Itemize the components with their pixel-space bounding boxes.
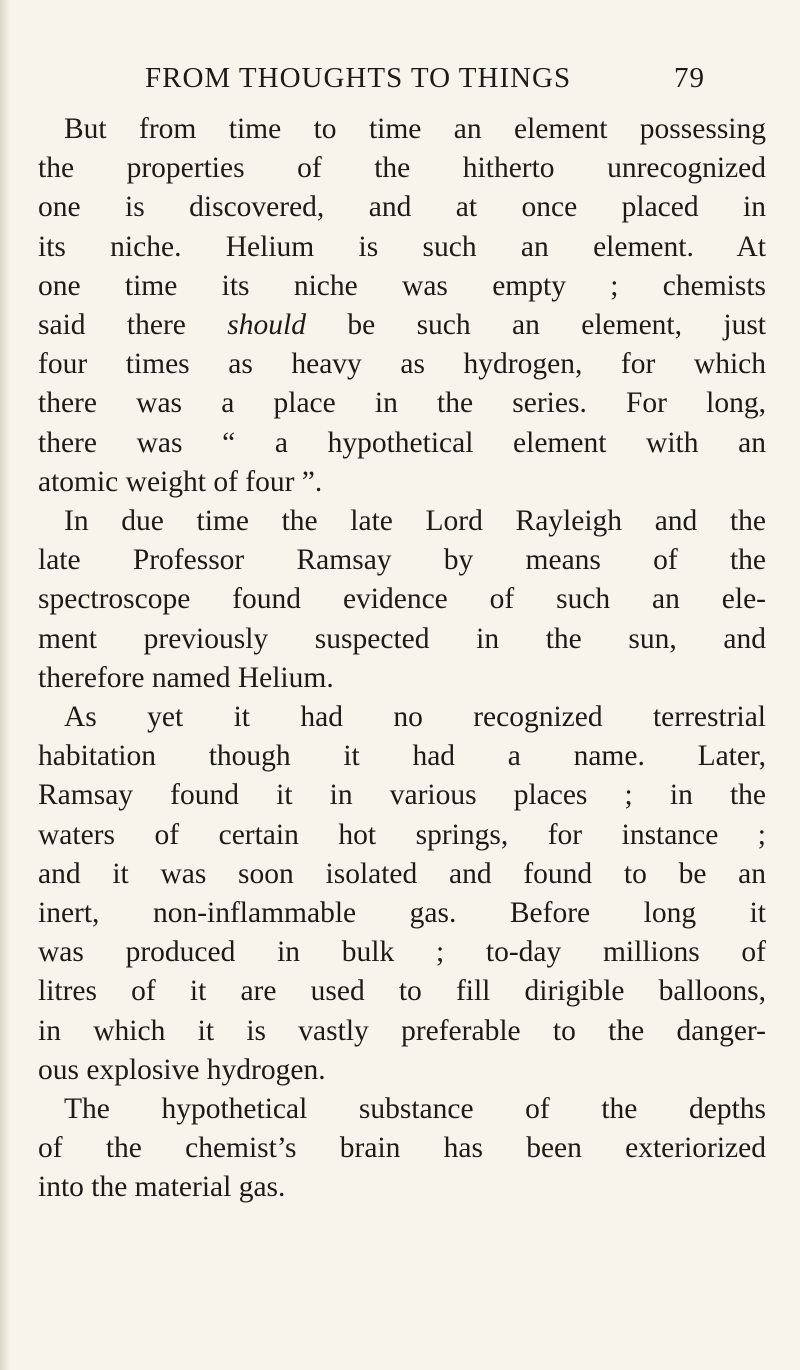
paragraph-3: [38, 698, 766, 1090]
text-line: in which it is vastly preferable to the danger-: [38, 1014, 766, 1047]
paragraph-2: [38, 502, 766, 698]
text-line: one is discovered, and at once placed in: [38, 191, 766, 224]
gutter-shadow: [0, 0, 10, 1370]
text-line: of the chemist’s brain has been exteriorized: [38, 1132, 766, 1165]
paragraph-1: [38, 110, 766, 502]
text-line: spectroscope found evidence of such an ele-: [38, 583, 766, 616]
text-line: inert, non-inflammable gas. Before long it: [38, 897, 766, 930]
running-title: FROM THOUGHTS TO THINGS: [145, 62, 572, 94]
text-line: was produced in bulk ; to-day millions of: [38, 936, 766, 969]
page-number: 79: [674, 62, 705, 94]
text-line: said there should be such an element, just: [38, 309, 767, 342]
text-line: habitation though it had a name. Later,: [38, 740, 766, 773]
text-line: litres of it are used to fill dirigible balloons,: [38, 975, 766, 1008]
text-line: waters of certain hot springs, for instance ;: [38, 818, 766, 851]
text-line: atomic weight of four ”.: [38, 465, 323, 498]
text-line: In due time the late Lord Rayleigh and the: [64, 505, 766, 538]
text-line: But from time to time an element possessing: [64, 113, 766, 145]
paragraph-4: [38, 1090, 766, 1208]
text-line: the properties of the hitherto unrecognized: [38, 152, 766, 185]
running-head: [145, 58, 705, 98]
text-line: As yet it had no recognized terrestrial: [64, 701, 766, 734]
body-text: [38, 110, 766, 1208]
text-line: ment previously suspected in the sun, and: [38, 622, 766, 655]
text-line: four times as heavy as hydrogen, for which: [38, 348, 766, 381]
text-line: ous explosive hydrogen.: [38, 1053, 326, 1086]
text-line: Ramsay found it in various places ; in the: [38, 779, 766, 812]
text-line: into the material gas.: [38, 1171, 286, 1204]
text-line: there was “ a hypothetical element with an: [38, 426, 766, 459]
text-line: and it was soon isolated and found to be an: [38, 857, 766, 890]
text-line: therefore named Helium.: [38, 661, 334, 694]
text-line: its niche. Helium is such an element. At: [38, 230, 766, 263]
emphasis-should: should: [227, 309, 306, 342]
text-line: one time its niche was empty ; chemists: [38, 269, 766, 302]
text-line: The hypothetical substance of the depths: [64, 1093, 766, 1126]
text-line: late Professor Ramsay by means of the: [38, 544, 766, 577]
text-line: there was a place in the series. For long,: [38, 387, 766, 420]
